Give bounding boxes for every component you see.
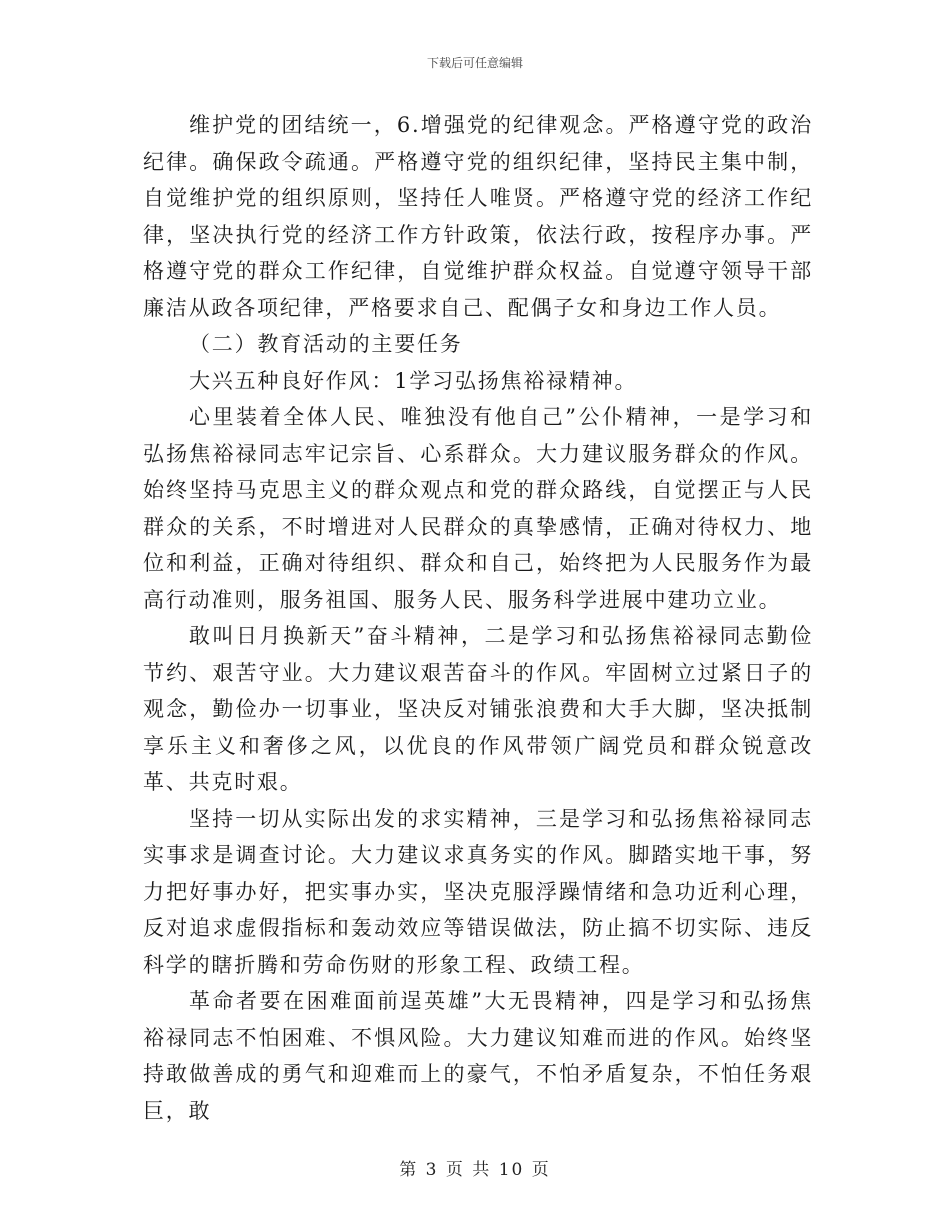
section-heading: （二）教育活动的主要任务 (189, 332, 463, 356)
paragraph: 心里装着全体人民、唯独没有他自己”公仆精神，一是学习和弘扬焦裕禄同志牢记宗旨、心系群众。大力建议服务群众的作风。始终坚持马克思主义的群众观点和党的群众路线，自觉摆正与人民群众的关系，不时增进对人民群众的真挚感情，正确对待权力、地位和利益，正确对待组织、群众和自己，始终把为人民服务作为最高行动准则，服务祖国、服务人民、服务科学进展中建功立业。 (143, 405, 813, 612)
body-text (143, 107, 813, 1129)
paragraph: 大兴五种良好作风：1学习弘扬焦裕禄精神。 (189, 368, 638, 393)
paragraph: 坚持一切从实际出发的求实精神，三是学习和弘扬焦裕禄同志实事求是调查讨论。大力建议求真务实的作风。脚踏实地干事，努力把好事办好，把实事办实，坚决克服浮躁情绪和急功近利心理，反对追求虚假指标和轰动效应等错误做法，防止搞不切实际、违反科学的瞎折腾和劳命伤财的形象工程、政绩工程。 (143, 806, 813, 977)
page-number-footer: 第 3 页 共 10 页 (399, 1160, 551, 1180)
header-note: 下载后可任意编辑 (426, 56, 523, 70)
paragraph: 革命者要在困难面前逞英雄”大无畏精神，四是学习和弘扬焦裕禄同志不怕困难、不惧风险。大力建议知难而进的作风。始终坚持敢做善成的勇气和迎难而上的豪气，不怕矛盾复杂，不怕任务艰巨，敢 (143, 989, 813, 1123)
paragraph: 维护党的团结统一，6.增强党的纪律观念。严格遵守党的政治纪律。确保政令疏通。严格遵守党的组织纪律，坚持民主集中制，自觉维护党的组织原则，坚持任人唯贤。严格遵守党的经济工作纪律，坚决执行党的经济工作方针政策，依法行政，按程序办事。严格遵守党的群众工作纪律，自觉维护群众权益。自觉遵守领导干部廉洁从政各项纪律，严格要求自己、配偶子女和身边工作人员。 (143, 113, 813, 320)
paragraph: 敢叫日月换新天”奋斗精神，二是学习和弘扬焦裕禄同志勤俭节约、艰苦守业。大力建议艰苦奋斗的作风。牢固树立过紧日子的观念，勤俭办一切事业，坚决反对铺张浪费和大手大脚，坚决抵制享乐主义和奢侈之风，以优良的作风带领广阔党员和群众锐意改革、共克时艰。 (143, 624, 813, 794)
